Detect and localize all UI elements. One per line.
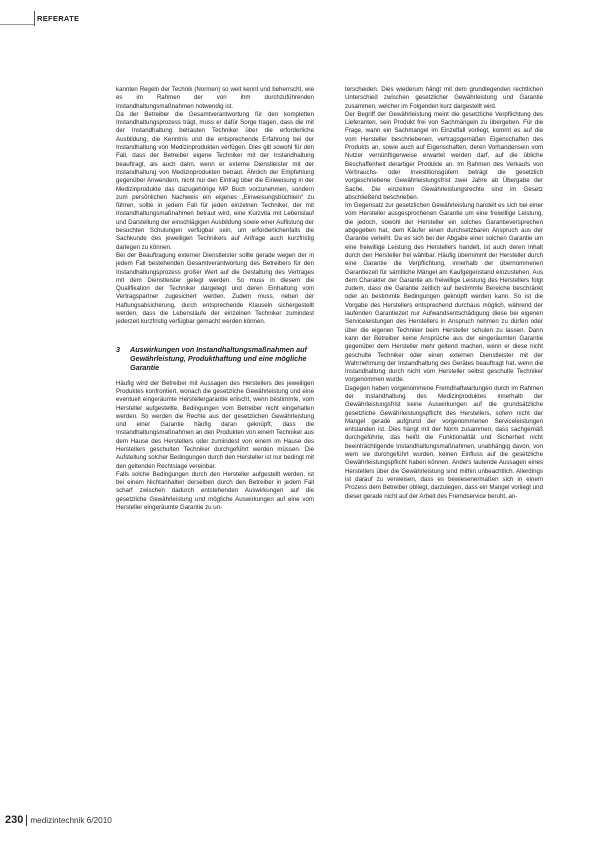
body-paragraph: Dagegen haben vorgenommene Fremdhaftwartungen durch im Rahmen der Instandhaltung des Medizinproduktes innerhalb der Gewährleistungsfrist keine Auswirkungen auf die grundsätzliche gesetzliche Gewährleistungspflicht des Herstellers, sofern nicht der Mangel gerade aufgrund der vorgenommenen Serviceleistungen entstanden ist. Dies hängt mit der Norm zusammen, dass sachgemäß durchgeführte, das heißt die Funktionalität und Sicherheit nicht beeinträchtigende Instandhaltungsmaßnahmen, unabhängig davon, von wem sie durchgeführt wurden, keinen Einfluss auf die gesetzliche Gewährleistungspflicht haben können. Anders lautende Aussagen eines Herstellers über die Gewährleistung sind mithin unbeachtlich. Allerdings ist darauf zu verweisen, dass es bewiesenermaßen sich in einem Prozess dem Betreiber obliegt, darzulegen, dass ein Mangel vorliegt und dieser gerade nicht auf der Arbeit des Fremdservice beruht, an-: [345, 384, 543, 500]
section-number: 3: [116, 344, 120, 354]
body-paragraph: Häufig wird der Betreiber mit Aussagen des Herstellers des jeweiligen Produktes konfrontiert, wonach die gesetzliche Gewährleistung und eine eventuell eingeräumte Herstellergarantie erlischt, wenn bestimmte, vom Hersteller aufgestellte, Bedingungen vom Betreiber nicht eingehalten werden. So werden die Rechte aus der gesetzlichen Gewährleistung und einer Garantie häufig daran geknüpft, dass die Instandhaltungsmaßnahmen an den Produkten von einem Techniker aus dem Hause des Herstellers oder zumindest von einem im Hause des Herstellers geschulten Techniker durchgeführt werden müssen. Die Aufstellung solcher Bedingungen durch den Hersteller ist nur bedingt mit den geltenden Rechtslage vereinbar.: [116, 379, 314, 470]
footer-separator: [26, 815, 27, 826]
publication-name: medizintechnik 6/2010: [30, 815, 112, 825]
section-label: REFERATE: [37, 14, 80, 23]
right-text-column: [345, 86, 543, 501]
body-paragraph: Im Gegensatz zur gesetzlichen Gewährleistung handelt es sich bei einer vom Hersteller ausgesprochenen Garantie um eine freiwillige Leistung, die jedoch, sowohl der Hersteller ein solches Garantieversprechen abgegeben hat, dem Käufer einen durchsetzbaren Anspruch aus der Garantie verleiht. Da es sich bei der Abgabe einer solchen Garantie um eine freiwillige Leistung des Herstellers handelt, ist auch deren Inhalt durch den Hersteller frei wählbar. Häufig übernimmt der Hersteller durch eine Garantie die Verpflichtung, innerhalb der übernommenen Garantiezeit für sämtliche Mängel am Kaufgegenstand einzustehen. Aus dem Charakter der Garantie als freiwillige Leistung des Herstellers folgt zudem, dass die Garantie zeitlich auf bestimmte Bereiche beschränkt oder an bestimmte Bedingungen geknüpft werden kann. So ist die Vorgabe des Herstellers entsprechend durchaus möglich, während der laufenden Garantiezeit nur Aufwandsentschädigung diese bei eigenen Serviceleistungen des Herstellers in Anspruch nehmen zu dürfen oder über die eigenen Techniker beim Hersteller schulen zu lassen. Dann kann der Betreiber keine Ansprüche aus der eingeräumten Garantie gegenüber dem Hersteller mehr geltend machen, wenn er diese nicht geschulte Techniker oder einen externen Dienstleister mit der Wahrnehmung der Instandhaltung des Gerätes beauftragt hat, wenn die Instandhaltung durch nicht vom Hersteller selbst geschulte Techniker vorgenommen wurde.: [345, 202, 543, 384]
section-heading: [116, 345, 314, 372]
header-tick-mark: [34, 11, 35, 26]
section-title: Auswirkungen von Instandhaltungsmaßnahmen auf Gewährleistung, Produkthaftung und eine mögliche Garantie: [130, 344, 307, 372]
page-number: 230: [5, 814, 24, 826]
body-paragraph: Bei der Beauftragung externer Dienstleister sollte gerade wegen der in jedem Fall bestehenden Gesamtverantwortung des Betreibers für den Instandhaltungsprozess großer Wert auf die Gestaltung des Vertrages mit dem Dienstleister gelegt werden. So muss in diesem die Qualifikation der Techniker dargelegt und deren Einhaltung vom Vertragspartner zugesichert werden. Zudem muss, neben der Haftungsabsicherung, durch entsprechende Klauseln sichergestellt werden, dass die Lebensläufe der einzelnen Techniker zumindest jederzeit kurzfristig verfügbar gemacht werden können.: [116, 251, 314, 326]
body-paragraph: terscheiden. Dies wiederum hängt mit dem grundlegenden rechtlichen Unterschied zwischen gesetzlicher Gewährleistung und Garantie zusammen, welcher im Folgenden kurz dargestellt wird.: [345, 86, 543, 110]
left-text-column: [116, 86, 314, 512]
page-footer: [5, 814, 112, 826]
body-paragraph: Falls solche Bedingungen durch den Hersteller aufgestellt werden, ist bei einem Nichtanhalten derselben durch den Betreiber in jedem Fall scharf zwischen dadurch entstehenden Auswirkungen auf die gesetzliche Gewährleistung und mögliche Auswirkungen auf eine vom Hersteller eingeräumte Garantie zu un-: [116, 470, 314, 512]
header-rule: [0, 24, 34, 25]
body-paragraph: kannten Regeln der Technik (Normen) so weit kennt und beherrscht, wie es im Rahmen der von ihm durchzuführenden Instandhaltungsmaßnahmen notwendig ist.: [116, 86, 314, 110]
body-paragraph: Der Begriff der Gewährleistung meint die gesetzliche Verpflichtung des Lieferanten, sein Produkt frei von Sachmängeln zu übergeben. Für die Frage, wann ein Sachmangel im Einzelfall vorliegt, kommt es auf die vom Hersteller beschriebenen, vertragsgemäßen Eigenschaften des Produkts an, sowie auch auf Eigenschaften, deren Vorhandensein vom Nutzer vernünftigerweise erwartet werden darf, auf die übliche Beschaffenheit derartiger Produkte an. Im Rahmen des Verkaufs von Verbrauchs- oder Investitionsgütern beträgt die gesetzlich vorgeschriebene Gewährleistungsfrist zwei Jahre ab Übergabe der Sache. Die einzelnen Gewährleistungsrechte sind im Gesetz abschließend beschrieben.: [345, 110, 543, 201]
body-paragraph: Da der Betreiber die Gesamtverantwortung für den kompletten Instandhaltungsprozess trägt, muss er dafür Sorge tragen, dass die mit der Instandhaltung betrauten Techniker über die erforderliche Ausbildung, die Kenntnis und die entsprechende Erfahrung bei der Instandhaltung von Medizinprodukten verfügen. Dies gilt sowohl für den Fall, dass der Betreiber eigene Techniker mit der Instandhaltung beauftragt, als auch dann, wenn er externe Dienstleister mit der Instandhaltung von Medizinprodukten betraut. Ähnlich der Empfehlung gegenüber Anwendern, nicht nur den Eintrag über die Einweisung in der Medizinprodukte das dazugehörige MP Buch vorzunehmen, sondern zum persönlichen Nachweis ein eigenes „Einweisungsbüchlein“ zu führen, sollte in jedem Fall für jeden einzelnen Techniker, der mit Instandhaltungsmaßnahmen betraut wird, eine Kurzvita mit Lebenslauf und Darstellung der einschlägigen Ausbildung sowie einer Auflistung der besuchten Schulungen verfügbar sein, um erforderlichenfalls die Sachkunde des jeweiligen Technikers auf Anfrage auch kurzfristig darlegen zu können.: [116, 110, 314, 251]
